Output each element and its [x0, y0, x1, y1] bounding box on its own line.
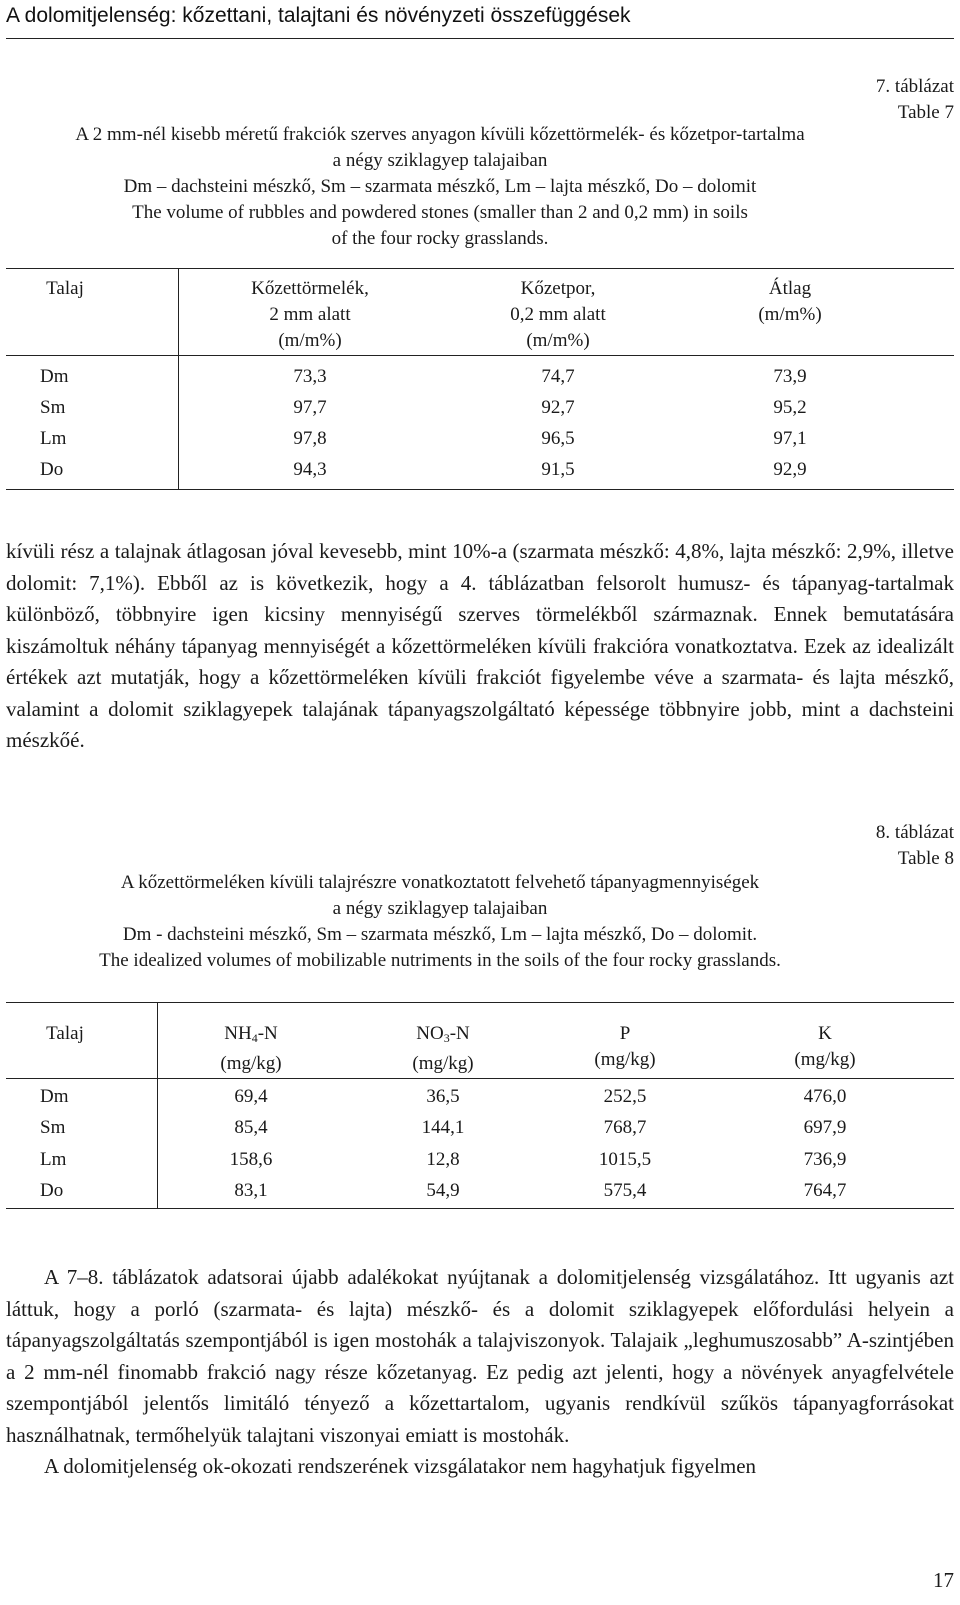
- table7-cell: 96,5: [541, 428, 575, 449]
- table7-caption-line: Dm – dachsteini mészkő, Sm – szarmata mészkő, Lm – lajta mészkő, Do – dolomit: [123, 176, 757, 197]
- table7-cell: 97,7: [293, 397, 327, 418]
- table8-header-nh4: [176, 1021, 326, 1077]
- header-text: 2 mm alatt: [269, 304, 351, 325]
- table7-cell: 97,1: [773, 428, 807, 449]
- table7-cell: 94,3: [293, 459, 327, 480]
- table7-row-label: Sm: [40, 397, 66, 418]
- table7-cell: 73,9: [773, 366, 807, 387]
- table7-row-label: Do: [40, 459, 64, 480]
- table7-cell: 73,3: [293, 366, 327, 387]
- header-text: (m/m%): [758, 304, 822, 325]
- table7-header-powder: [448, 276, 668, 354]
- table8-header-talaj: Talaj: [46, 1023, 84, 1044]
- table8-cell: 36,5: [426, 1086, 460, 1107]
- table8-cell: 697,9: [803, 1117, 847, 1138]
- table8-cell: 54,9: [426, 1180, 460, 1201]
- header-text: -N: [257, 1023, 278, 1044]
- table8-cell: 575,4: [603, 1180, 647, 1201]
- table8-cell: 736,9: [803, 1149, 847, 1170]
- body-paragraph-2: [6, 1262, 954, 1483]
- page-number: 17: [933, 1568, 954, 1592]
- table8-caption: [40, 870, 840, 974]
- table8-cell: 476,0: [803, 1086, 847, 1107]
- table7-cell: 91,5: [541, 459, 575, 480]
- table8-caption-line: Dm - dachsteini mészkő, Sm – szarmata mészkő, Lm – lajta mészkő, Do – dolomit.: [122, 924, 758, 945]
- header-text: Kőzettörmelék,: [251, 278, 369, 299]
- table7-column-rule: [178, 268, 179, 490]
- header-unit: (mg/kg): [794, 1049, 856, 1070]
- header-text: Kőzetpor,: [520, 278, 596, 299]
- header-text: NH: [224, 1023, 252, 1044]
- table8-cell: 12,8: [426, 1149, 460, 1170]
- header-text: (m/m%): [278, 330, 342, 351]
- header-text: (m/m%): [526, 330, 590, 351]
- header-text: P: [619, 1023, 631, 1044]
- header-text: K: [818, 1023, 832, 1044]
- table7-header-average: [680, 276, 900, 328]
- table8-cell: 1015,5: [598, 1149, 652, 1170]
- table7-cell: 95,2: [773, 397, 807, 418]
- table8-header-p: [550, 1021, 700, 1073]
- header-text: Átlag: [768, 278, 812, 299]
- header-text: 0,2 mm alatt: [510, 304, 606, 325]
- header-text: Talaj: [46, 278, 84, 299]
- table8-cell: 252,5: [603, 1086, 647, 1107]
- header-unit: (mg/kg): [220, 1053, 282, 1074]
- table7-cell: 92,9: [773, 459, 807, 480]
- table7-bottom-rule: [6, 489, 954, 490]
- header-subscript: 3: [443, 1031, 450, 1045]
- running-head: A dolomitjelenség: kőzettani, talajtani és növényzeti összefüggések: [6, 4, 631, 27]
- table8-caption-line: The idealized volumes of mobilizable nutriments in the soils of the four rocky grasslands.: [99, 950, 781, 971]
- table8-cell: 764,7: [803, 1180, 847, 1201]
- header-text: [368, 1021, 518, 1051]
- table8-caption-line: a négy sziklagyep talajaiban: [332, 898, 548, 919]
- header-text: [176, 1021, 326, 1051]
- table8-cell: 144,1: [421, 1117, 465, 1138]
- table8-header-no3: [368, 1021, 518, 1077]
- table8-cell: 768,7: [603, 1117, 647, 1138]
- table7-header-rubble: [200, 276, 420, 354]
- table7-header-talaj: [20, 276, 110, 302]
- table8-cell: 69,4: [234, 1086, 268, 1107]
- header-text: -N: [449, 1023, 470, 1044]
- header-rule: [6, 38, 954, 39]
- table8-row-label: Dm: [40, 1086, 69, 1107]
- table8-row-label: Sm: [40, 1117, 66, 1138]
- table8-row-label: Lm: [40, 1149, 67, 1170]
- paragraph-text: A 7–8. táblázatok adatsorai újabb adalékokat nyújtanak a dolomitjelenség vizsgálatához. Itt ugyanis azt láttuk, hogy a porló (szarmata- és lajta) mészkő- és a dolomit sziklagyepek előfordulási helyein a tápanyagszolgáltatás szempontjából is igen mostohák a talajviszonyok. Talajaik „leghumuszosabb” A-szintjében a 2 mm-nél finomabb frakció nagy része kőzetanyag. Ez pedig azt jelenti, hogy a növények anyagfelvétele szempontjából jelentős limitáló tényező a kőzettartalom, ugyanis rendkívül szűkös tápanyagforrásokat használhatnak, termőhelyük talajtani viszonyai emiatt is mostohák.: [6, 1265, 954, 1447]
- table8-header-rule: [6, 1078, 954, 1079]
- body-paragraph-1: [6, 536, 954, 757]
- table7-caption-line: A 2 mm-nél kisebb méretű frakciók szerves anyagon kívüli kőzettörmelék- és kőzetpor-tartalma: [75, 124, 805, 145]
- table8-cell: 85,4: [234, 1117, 268, 1138]
- header-unit: (mg/kg): [594, 1049, 656, 1070]
- table8-cell: 83,1: [234, 1180, 268, 1201]
- table7-number-hu: 7. táblázat: [875, 76, 954, 97]
- table7-caption-line: of the four rocky grasslands.: [331, 228, 549, 249]
- table8-column-rule: [157, 1002, 158, 1208]
- paragraph-text: kívüli rész a talajnak átlagosan jóval kevesebb, mint 10%-a (szarmata mészkő: 4,8%, lajta mészkő: 2,9%, illetve dolomit: 7,1%). Ebből az is következik, hogy a 4. táblázatban felsorolt humusz- és tápanyag-tartalmak különböző, többnyire igen kicsiny mennyiségű szerves törmelékből származnak. Ennek bemutatására kiszámoltuk néhány tápanyag mennyiségét a kőzettörmeléken kívüli frakcióra vonatkoztatva. Ezek az idealizált értékek azt mutatják, hogy a kőzettörmeléken kívüli frakciót figyelembe véve a szarmata- és lajta mészkő, valamint a dolomit sziklagyepek talajának tápanyagszolgáltató képessége többnyire jobb, mint a dachsteini mészkőé.: [6, 539, 954, 752]
- header-text: NO: [416, 1023, 444, 1044]
- table7-number-en: Table 7: [897, 102, 954, 123]
- table8-cell: 158,6: [229, 1149, 273, 1170]
- table8-number-en: Table 8: [897, 848, 954, 869]
- table8-header-k: [750, 1021, 900, 1073]
- table7-row-label: Dm: [40, 366, 69, 387]
- header-unit: (mg/kg): [412, 1053, 474, 1074]
- table7-header-rule: [6, 355, 954, 356]
- table7-caption: [40, 122, 840, 252]
- table7-cell: 97,8: [293, 428, 327, 449]
- table8-bottom-rule: [6, 1208, 954, 1209]
- table7-cell: 92,7: [541, 397, 575, 418]
- header-subscript: 4: [251, 1031, 258, 1045]
- table8-top-rule: [6, 1002, 954, 1003]
- table7-row-label: Lm: [40, 428, 67, 449]
- table8-row-label: Do: [40, 1180, 64, 1201]
- paragraph-text: A dolomitjelenség ok-okozati rendszerének vizsgálatakor nem hagyhatjuk figyelmen: [44, 1454, 757, 1478]
- table7-caption-line: a négy sziklagyep talajaiban: [332, 150, 548, 171]
- table8-caption-line: A kőzettörmeléken kívüli talajrészre vonatkoztatott felvehető tápanyagmennyiségek: [120, 872, 760, 893]
- table7-top-rule: [6, 268, 954, 269]
- table8-number-hu: 8. táblázat: [875, 822, 954, 843]
- table7-caption-line: The volume of rubbles and powdered stones (smaller than 2 and 0,2 mm) in soils: [132, 202, 748, 223]
- table7-cell: 74,7: [541, 366, 575, 387]
